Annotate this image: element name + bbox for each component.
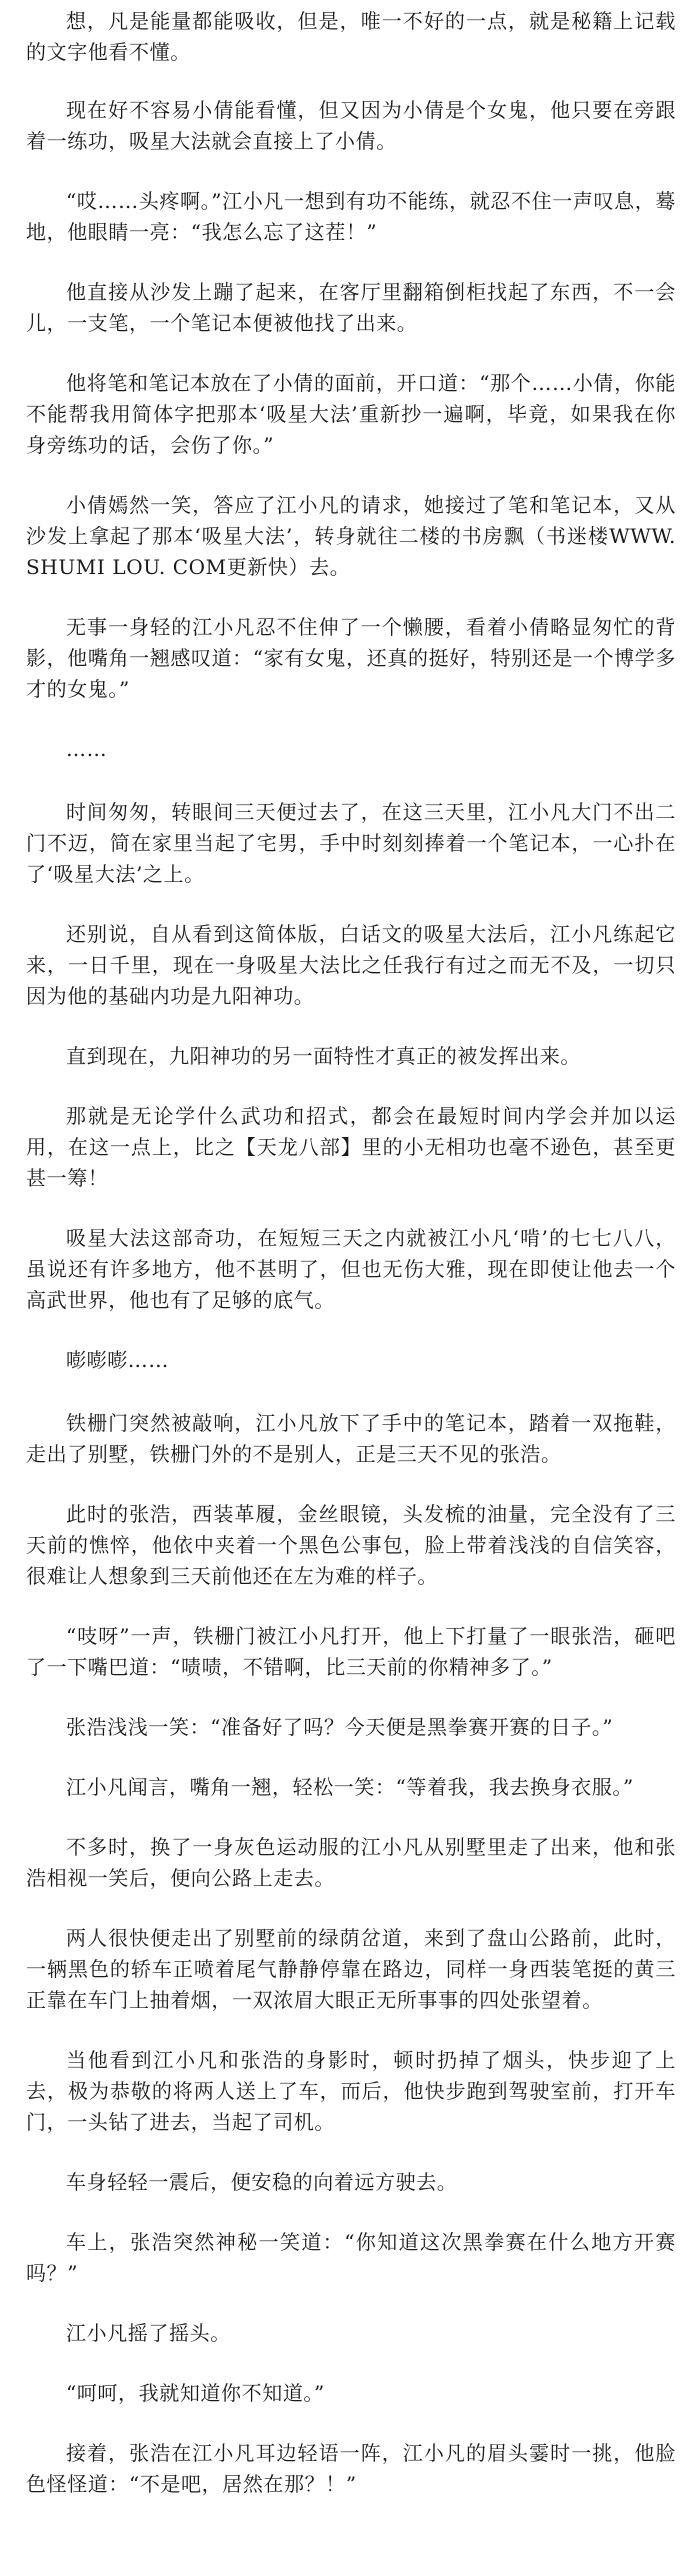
paragraph: 想，凡是能量都能吸收，但是，唯一不好的一点，就是秘籍上记载的文字他看不懂。 xyxy=(26,9,676,64)
paragraph: 江小凡摇了摇头。 xyxy=(66,2321,231,2345)
paragraph: 铁栅门突然被敲响，江小凡放下了手中的笔记本，踏着一双拖鞋，走出了别墅，铁栅门外的不是别人，正是三天不见的张浩。 xyxy=(26,1411,676,1466)
paragraph: 现在好不容易小倩能看懂，但又因为小倩是个女鬼，他只要在旁跟着一练功，吸星大法就会直接上了小倩。 xyxy=(26,98,676,153)
paragraph: 嘭嘭嘭…… xyxy=(66,1348,169,1372)
paragraph: “呵呵，我就知道你不知道。” xyxy=(66,2381,325,2405)
paragraph: 他直接从沙发上蹦了起来，在客厅里翻箱倒柜找起了东西，不一会儿，一支笔，一个笔记本便被他找了出来。 xyxy=(26,280,676,335)
paragraph: 不多时，换了一身灰色运动服的江小凡从别墅里走了出来，他和张浩相视一笑后，便向公路上走去。 xyxy=(26,1835,676,1890)
paragraph: 还别说，自从看到这简体版，白话文的吸星大法后，江小凡练起它来，一日千里，现在一身吸星大法比之任我行有过之而无不及，一切只因为他的基础内功是九阳神功。 xyxy=(26,922,676,1008)
paragraph: 吸星大法这部奇功，在短短三天之内就被江小凡‘啃’的七七八八，虽说还有许多地方，他不甚明了，但也无伤大雅，现在即使让他去一个高武世界，他也有了足够的底气。 xyxy=(26,1226,676,1312)
paragraph: 直到现在，九阳神功的另一面特性才真正的被发挥出来。 xyxy=(66,1044,581,1068)
paragraph: “吱呀”一声，铁栅门被江小凡打开，他上下打量了一眼张浩，砸吧了一下嘴巴道：“啧啧，不错啊，比三天前的你精神多了。” xyxy=(26,1624,676,1679)
paragraph: 接着，张浩在江小凡耳边轻语一阵，江小凡的眉头霎时一挑，他脸色怪怪道：“不是吧，居然在那？！” xyxy=(26,2441,676,2496)
paragraph-ellipsis: …… xyxy=(66,737,108,761)
paragraph: “哎……头疼啊。”江小凡一想到有功不能练，就忍不住一声叹息，蓦地，他眼睛一亮：“我怎么忘了这茬！” xyxy=(26,189,676,244)
paragraph: 那就是无论学什么武功和招式，都会在最短时间内学会并加以运用，在这一点上，比之【天龙八部】里的小无相功也毫不逊色，甚至更甚一筹！ xyxy=(26,1104,676,1190)
paragraph: 此时的张浩，西装革履，金丝眼镜，头发梳的油量，完全没有了三天前的憔悴，他依中夹着一个黑色公事包，脸上带着浅浅的自信笑容，很难让人想象到三天前他还在左为难的样子。 xyxy=(26,1502,676,1588)
paragraph: 无事一身轻的江小凡忍不住伸了一个懒腰，看着小倩略显匆忙的背影，他嘴角一翘感叹道：“家有女鬼，还真的挺好，特别还是一个博学多才的女鬼。” xyxy=(26,615,676,701)
paragraph: 车上，张浩突然神秘一笑道：“你知道这次黑拳赛在什么地方开赛吗？” xyxy=(26,2230,676,2285)
paragraph: 小倩嫣然一笑，答应了江小凡的请求，她接过了笔和笔记本，又从沙发上拿起了那本‘吸星大法’，转身就往二楼的书房飘（书迷楼WWW. SHUMI LOU. COM更新快）去。 xyxy=(26,493,676,579)
paragraph: 车身轻轻一震后，便安稳的向着远方驶去。 xyxy=(66,2170,458,2194)
paragraph: 两人很快便走出了别墅前的绿荫岔道，来到了盘山公路前，此时，一辆黑色的轿车正喷着尾气静静停靠在路边，同样一身西装笔挺的黄三正靠在车门上抽着烟，一双浓眉大眼正无所事事的四处张望着。 xyxy=(26,1926,676,2012)
paragraph: 时间匆匆，转眼间三天便过去了，在这三天里，江小凡大门不出二门不迈，简在家里当起了宅男，手中时刻刻捧着一个笔记本，一心扑在了‘吸星大法’之上。 xyxy=(26,800,676,886)
paragraph: 张浩浅浅一笑：“准备好了吗？今天便是黑拳赛开赛的日子。” xyxy=(66,1715,614,1739)
paragraph: 当他看到江小凡和张浩的身影时，顿时扔掉了烟头，快步迎了上去，极为恭敬的将两人送上了车，而后，他快步跑到驾驶室前，打开车门，一头钻了进去，当起了司机。 xyxy=(26,2048,676,2134)
paragraph: 江小凡闻言，嘴角一翘，轻松一笑：“等着我，我去换身衣服。” xyxy=(66,1775,634,1799)
paragraph: 他将笔和笔记本放在了小倩的面前，开口道：“那个……小倩，你能不能帮我用简体字把那本‘吸星大法’重新抄一遍啊，毕竟，如果我在你身旁练功的话，会伤了你。” xyxy=(26,371,676,457)
